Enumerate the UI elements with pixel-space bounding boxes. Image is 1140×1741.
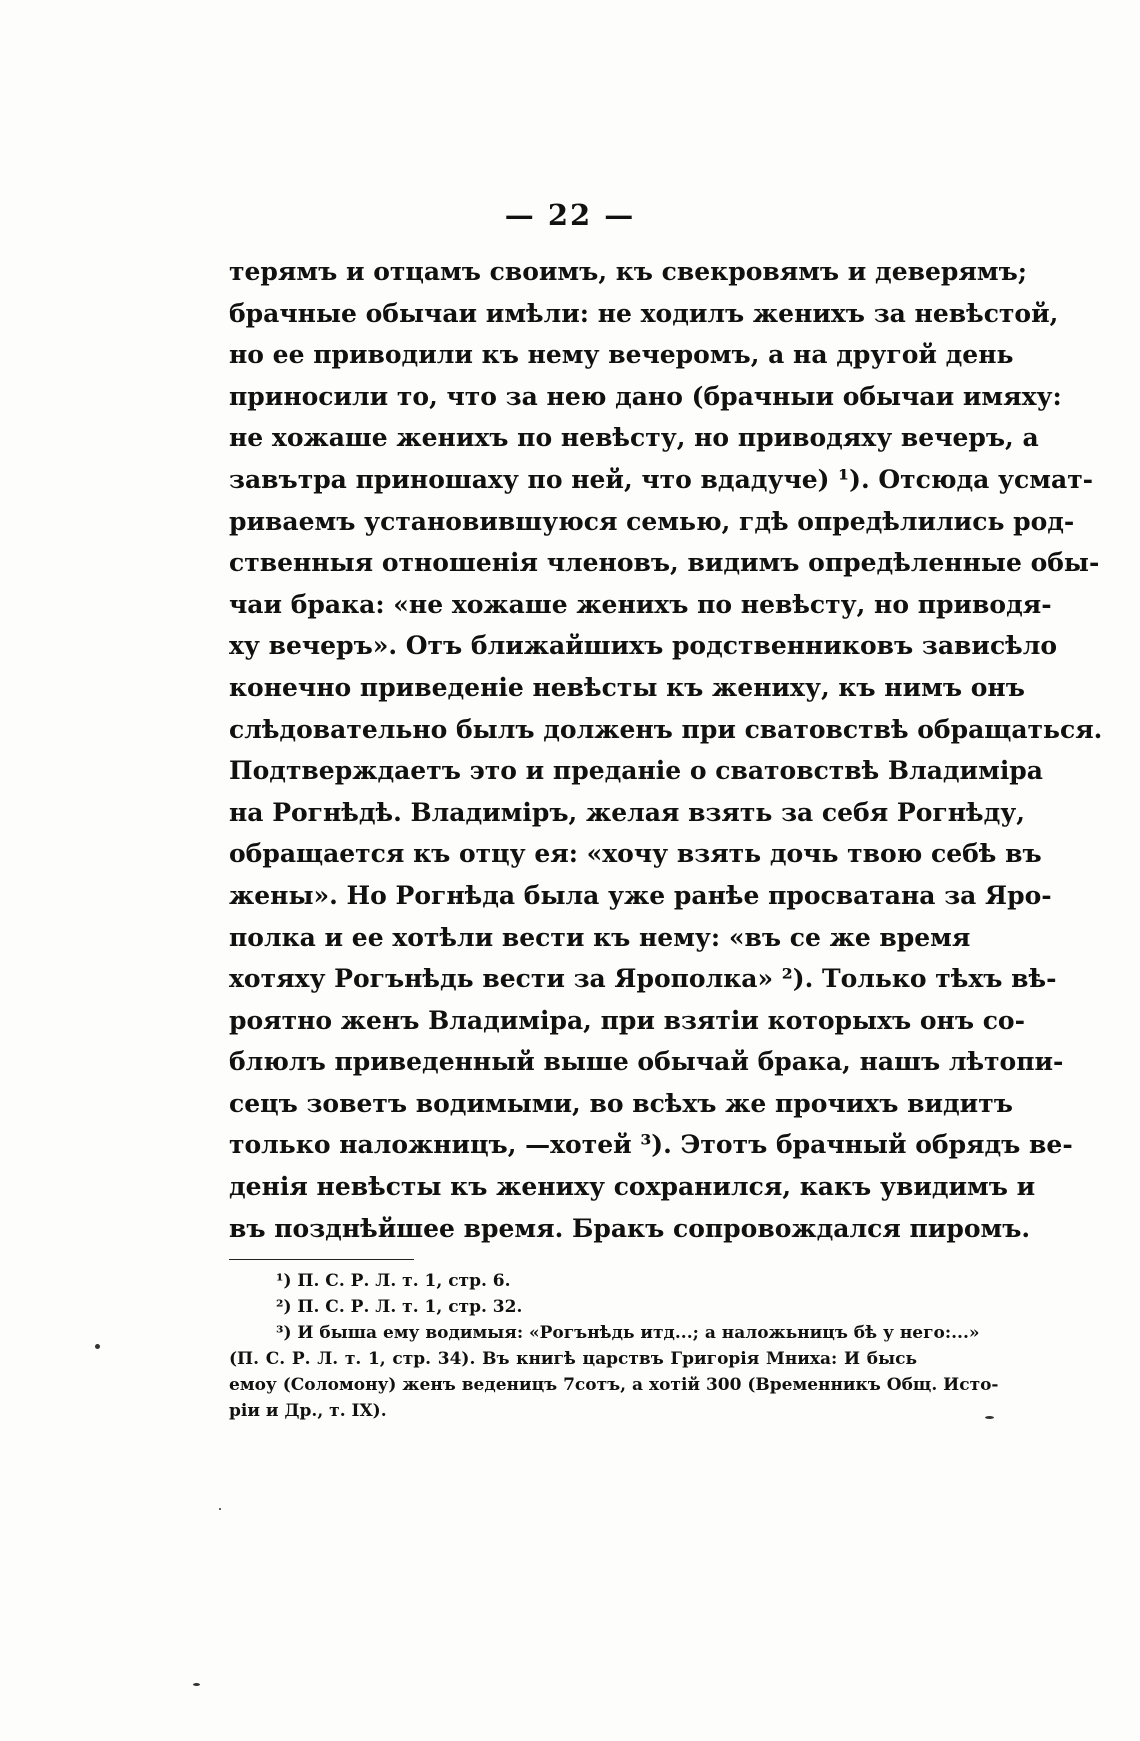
scan-speck [95,1344,100,1349]
text-line: ственныя отношенія членовъ, видимъ опредѣленные обы- [229,548,1100,578]
text-line: завътра приношаху по ней, что вдадуче) ¹). Отсюда усмат- [229,464,1094,494]
footnote-3-line: (П. С. Р. Л. т. 1, стр. 34). Въ книгѣ царствъ Григорія Мниха: И бысь [229,1349,917,1369]
text-line: терямъ и отцамъ своимъ, къ свекровямъ и деверямъ; [229,257,1027,286]
text-line: не хожаше женихъ по невѣсту, но приводяху вечеръ, а [229,423,1039,453]
text-line: сецъ зоветъ водимыми, во всѣхъ же прочихъ видитъ [229,1088,1013,1118]
footnote-3-line: ріи и Др., т. IX). [229,1401,387,1421]
text-line: роятно женъ Владиміра, при взятіи которыхъ онъ со- [229,1005,1025,1035]
text-line: риваемъ установившуюся семью, гдѣ опредѣлились род- [229,506,1075,536]
text-line: денія невѣсты къ жениху сохранился, какъ увидимъ и [229,1172,1036,1202]
text-line: хотяху Рогънѣдь вести за Ярополка» ²). Только тѣхъ вѣ- [229,964,1057,994]
text-line: на Рогнѣдѣ. Владиміръ, желая взять за себя Рогнѣду, [229,797,1025,827]
scan-speck [193,1683,200,1686]
text-line: въ позднѣйшее время. Бракъ сопровождался пиромъ. [229,1213,1031,1243]
page-number: — 22 — [504,198,636,232]
footnote-divider [229,1259,414,1260]
text-line: чаи брака: «не хожаше женихъ по невѣсту, но приводя- [229,589,1052,619]
text-line: обращается къ отцу ея: «хочу взять дочь твою себѣ въ [229,839,1042,869]
text-line: слѣдовательно былъ долженъ при сватовствѣ обращаться. [229,714,1103,744]
body-text [229,251,1103,1249]
footnote-3-line: емоу (Соломону) женъ веденицъ 7сотъ, а хотій 300 (Временникъ Общ. Исто- [229,1375,999,1395]
text-line: Подтверждаетъ это и преданіе о сватовствѣ Владиміра [229,756,1043,786]
text-line: брачные обычаи имѣли: не ходилъ женихъ за невѣстой, [229,298,1059,328]
text-line: блюлъ приведенный выше обычай брака, нашъ лѣтопи- [229,1047,1064,1077]
text-line: но ее приводили къ нему вечеромъ, а на другой день [229,340,1014,370]
scan-speck [219,1508,221,1510]
footnote-2: ²) П. С. Р. Л. т. 1, стр. 32. [276,1297,523,1317]
footnotes [229,1268,999,1424]
footnote-3-line: ³) И быша ему водимыя: «Рогънѣдь итд...; а наложьницъ бѣ у него:...» [276,1323,980,1343]
text-line: полка и ее хотѣли вести къ нему: «въ се же время [229,922,971,952]
text-line: только наложницъ, —хотей ³). Этотъ брачный обрядъ ве- [229,1130,1073,1160]
scan-speck [985,1416,994,1419]
footnote-1: ¹) П. С. Р. Л. т. 1, стр. 6. [276,1271,511,1291]
text-line: приносили то, что за нею дано (брачныи обычаи имяху: [229,381,1062,411]
text-line: ху вечеръ». Отъ ближайшихъ родственниковъ зависѣло [229,631,1058,661]
text-line: конечно приведеніе невѣсты къ жениху, къ нимъ онъ [229,672,1025,702]
text-line: жены». Но Рогнѣда была уже ранѣе просватана за Яро- [229,880,1052,910]
